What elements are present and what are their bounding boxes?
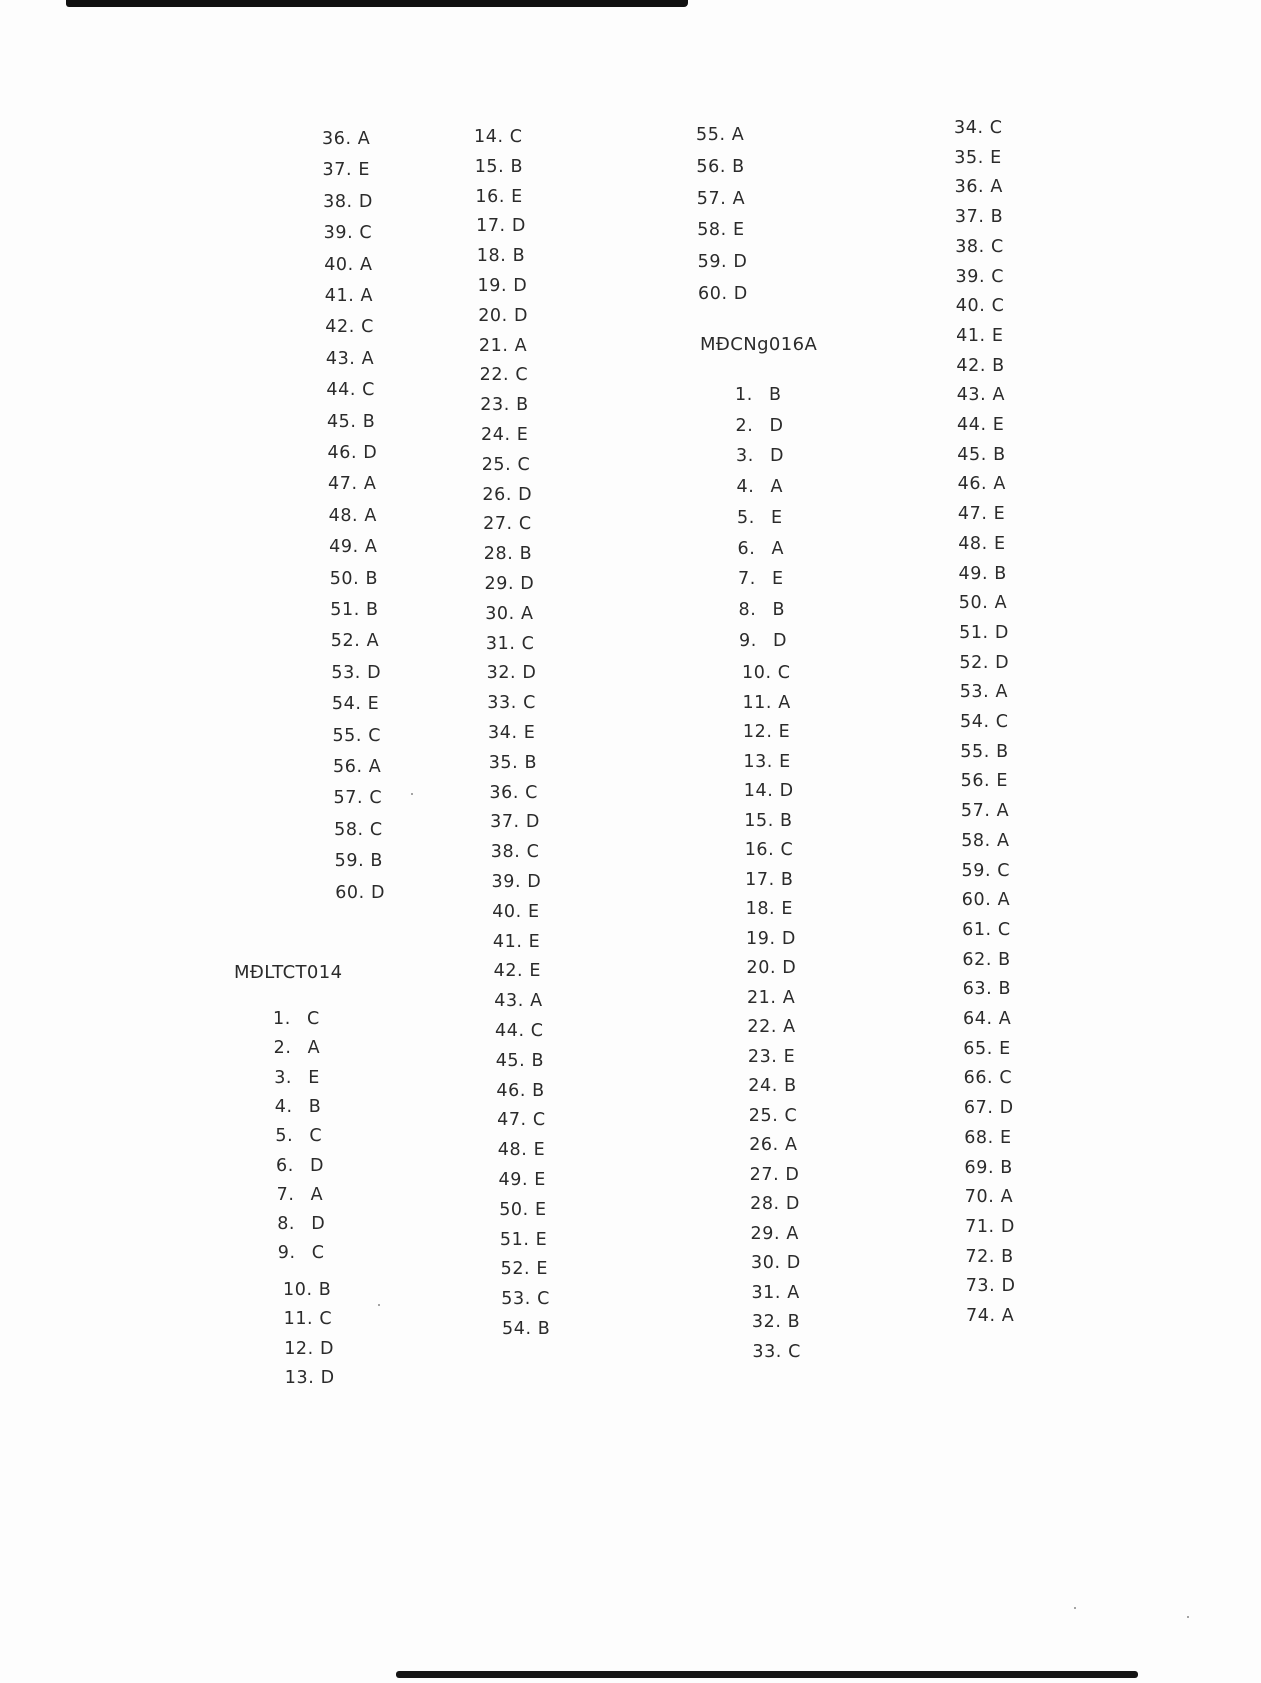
scan-edge-top: [66, 0, 688, 7]
answer-item: 24. E: [481, 425, 529, 445]
answer-item: 51. D: [959, 622, 1009, 643]
answer-item: 22. A: [747, 1017, 796, 1037]
answer-item: 41. A: [324, 286, 374, 306]
answer-item: 31. A: [751, 1282, 800, 1303]
answer-item: 59. B: [334, 851, 384, 872]
answer-item: [735, 384, 782, 406]
answer-item: [274, 1037, 321, 1059]
answer-letter: B: [769, 385, 782, 405]
answer-item: 46. D: [327, 443, 378, 463]
answer-item: 12. E: [742, 722, 791, 742]
answer-item: 24. B: [748, 1076, 797, 1096]
answer-item: 59. C: [961, 860, 1011, 881]
answer-item: 53. A: [959, 682, 1009, 703]
answer-item: 48. A: [328, 505, 377, 526]
answer-item: 64. A: [963, 1009, 1012, 1029]
answer-item: 72. B: [965, 1246, 1014, 1267]
answer-item: 41. E: [956, 325, 1004, 346]
answer-item: 56. E: [960, 771, 1009, 792]
answer-item: 19. D: [477, 276, 528, 296]
answer-item: 37. E: [322, 160, 370, 181]
answer-item: 45. B: [495, 1050, 545, 1071]
answer-item: 36. C: [489, 782, 539, 803]
answer-item: 42. E: [493, 961, 542, 982]
answer-item: [277, 1213, 325, 1235]
answer-number: 5.: [275, 1126, 294, 1147]
answer-letter: E: [772, 569, 784, 590]
answer-item: 10. C: [742, 663, 791, 683]
answer-item: 54. C: [960, 712, 1009, 732]
answer-item: 52. A: [330, 631, 380, 652]
answer-item: 39. D: [491, 872, 542, 892]
answer-item: 11. A: [742, 692, 791, 713]
answer-item: [274, 1067, 320, 1089]
answer-item: 28. D: [750, 1194, 800, 1214]
answer-item: 36. A: [954, 177, 1003, 198]
scan-speck: [378, 1304, 380, 1306]
answer-item: 32. B: [751, 1312, 801, 1332]
answer-item: 16. C: [744, 840, 794, 860]
answer-item: 14. D: [743, 781, 794, 801]
answer-item: 42. B: [956, 355, 1005, 376]
answer-item: 70. A: [964, 1187, 1014, 1208]
answer-item: 63. B: [962, 979, 1012, 1000]
answer-item: 18. E: [745, 899, 794, 919]
answer-item: 53. D: [331, 662, 382, 683]
answer-item: 68. E: [964, 1127, 1012, 1148]
answer-letter: B: [772, 599, 786, 620]
answer-item: 73. D: [965, 1276, 1016, 1297]
answer-item: 33. C: [487, 693, 536, 714]
answer-letter: E: [771, 507, 783, 528]
answer-letter: D: [310, 1155, 325, 1176]
answer-number: 6.: [737, 538, 756, 559]
answer-letter: C: [307, 1009, 320, 1029]
answer-item: 55. C: [332, 725, 382, 746]
answer-item: 22. C: [479, 365, 529, 386]
answer-item: 15. B: [474, 156, 524, 177]
answer-letter: D: [770, 446, 785, 467]
answer-item: 31. C: [485, 633, 535, 654]
answer-item: 27. C: [483, 514, 532, 535]
answer-item: 40. E: [492, 901, 540, 922]
answer-item: 59. D: [697, 252, 748, 273]
answer-item: 42. C: [325, 317, 374, 338]
answer-letter: C: [309, 1126, 323, 1147]
answer-item: 52. E: [500, 1259, 549, 1280]
answer-item: 18. B: [476, 246, 526, 267]
section-heading-mdltct014: MĐLTCT014: [234, 962, 343, 983]
answer-item: 30. D: [751, 1253, 801, 1273]
answer-item: 62. B: [962, 949, 1011, 970]
answer-item: 13. E: [743, 751, 791, 772]
answer-letter: A: [307, 1038, 321, 1059]
answer-number: 5.: [737, 507, 755, 528]
answer-item: 12. D: [284, 1338, 335, 1359]
answer-item: 39. C: [955, 266, 1005, 287]
answer-item: 33. C: [752, 1341, 801, 1362]
answer-item: 57. A: [696, 188, 746, 209]
answer-item: 47. C: [497, 1110, 546, 1131]
answer-number: 8.: [738, 599, 757, 620]
answer-item: 52. D: [959, 652, 1010, 673]
answer-item: 46. B: [496, 1080, 545, 1101]
answer-item: 46. A: [957, 474, 1006, 495]
answer-item: 48. E: [958, 533, 1006, 554]
answer-item: 65. E: [963, 1038, 1011, 1059]
answer-item: 51. B: [330, 600, 379, 620]
answer-item: 29. D: [484, 574, 535, 594]
answer-item: 37. D: [490, 812, 540, 833]
answer-number: 2.: [735, 415, 754, 436]
answer-item: 44. E: [957, 415, 1005, 435]
answer-item: 10. B: [283, 1280, 332, 1300]
answer-item: 50. E: [499, 1199, 547, 1220]
answer-item: [737, 476, 784, 498]
answer-item: 19. D: [746, 928, 796, 949]
answer-item: 25. C: [481, 454, 531, 475]
answer-item: 27. D: [749, 1164, 800, 1185]
answer-item: [276, 1155, 324, 1177]
answer-item: 60. A: [961, 890, 1011, 911]
answer-item: 20. D: [478, 305, 529, 326]
answer-item: 21. A: [478, 335, 528, 356]
answer-item: 50. B: [329, 568, 379, 589]
answer-letter: E: [308, 1067, 320, 1088]
answer-item: [738, 538, 785, 560]
answer-item: 26. D: [482, 484, 533, 505]
answer-item: 45. B: [957, 444, 1006, 465]
answer-item: 41. E: [492, 931, 541, 952]
answer-item: 60. D: [698, 284, 748, 304]
answer-item: 53. C: [501, 1289, 550, 1310]
answer-item: 38. C: [490, 842, 540, 863]
answer-item: [736, 415, 784, 437]
answer-item: 56. B: [696, 156, 745, 177]
answer-item: 40. A: [324, 254, 373, 275]
answer-number: 9.: [739, 630, 757, 651]
answer-item: [736, 445, 784, 467]
answer-number: 3.: [274, 1067, 293, 1088]
scan-edge-bottom: [396, 1671, 1138, 1678]
answer-item: [275, 1096, 322, 1118]
answer-item: 55. B: [960, 741, 1009, 762]
answer-number: 8.: [277, 1214, 296, 1235]
answer-item: 49. A: [329, 537, 378, 558]
answer-item: 30. A: [485, 603, 534, 624]
answer-item: 57. C: [333, 788, 383, 809]
answer-item: 44. C: [495, 1021, 544, 1041]
answer-item: [277, 1184, 324, 1206]
answer-item: 21. A: [746, 987, 796, 1008]
answer-item: 16. E: [475, 186, 523, 207]
answer-item: 32. D: [486, 663, 537, 684]
answer-item: 55. A: [696, 125, 745, 145]
answer-item: 34. C: [954, 118, 1003, 138]
answer-number: 4.: [736, 477, 755, 498]
answer-item: 17. B: [745, 869, 794, 890]
answer-item: 47. A: [328, 474, 377, 495]
answer-item: 29. A: [750, 1223, 799, 1244]
answer-number: 9.: [277, 1243, 296, 1264]
answer-item: [278, 1242, 325, 1264]
answer-number: 7.: [738, 569, 756, 590]
section-heading-mdcng016a: MĐCNg016A: [700, 334, 818, 355]
answer-letter: A: [310, 1184, 324, 1205]
answer-item: 61. C: [962, 919, 1011, 940]
answer-item: 49. E: [498, 1170, 546, 1190]
answer-item: 37. B: [954, 207, 1004, 228]
answer-item: 66. C: [963, 1068, 1013, 1089]
answer-item: [738, 568, 784, 590]
answer-item: 40. C: [955, 296, 1005, 317]
answer-item: 43. A: [494, 991, 543, 1012]
answer-item: [273, 1008, 320, 1030]
answer-item: [737, 507, 783, 529]
answer-item: 28. B: [483, 544, 533, 565]
answer-letter: A: [771, 538, 785, 559]
answer-item: 45. B: [326, 411, 376, 432]
answer-item: 71. D: [965, 1216, 1015, 1237]
answer-item: 74. A: [966, 1306, 1015, 1326]
answer-item: 38. D: [323, 191, 373, 212]
answer-number: 6.: [276, 1155, 294, 1176]
answer-item: 14. C: [474, 127, 523, 147]
answer-item: 54. B: [502, 1319, 551, 1339]
answer-item: [275, 1125, 322, 1147]
answer-item: 15. B: [744, 810, 793, 831]
answer-item: 67. D: [963, 1098, 1014, 1119]
answer-letter: C: [311, 1243, 325, 1264]
answer-item: [739, 599, 786, 621]
answer-item: 20. D: [746, 958, 797, 978]
answer-letter: A: [770, 477, 784, 498]
answer-number: 4.: [274, 1096, 293, 1117]
answer-item: 51. E: [499, 1229, 548, 1250]
scan-speck: [1074, 1607, 1076, 1609]
scan-speck: [411, 793, 413, 795]
answer-letter: B: [308, 1096, 322, 1117]
answer-item: 58. A: [961, 830, 1010, 851]
answer-item: 57. A: [960, 801, 1010, 822]
answer-item: 25. C: [748, 1105, 798, 1126]
answer-item: 60. D: [335, 882, 386, 903]
answer-item: 11. C: [283, 1309, 333, 1330]
answer-item: 17. D: [476, 216, 526, 237]
answer-item: 35. B: [488, 752, 538, 773]
answer-letter: D: [773, 630, 788, 651]
answer-item: 47. E: [957, 504, 1006, 525]
answer-item: 13. D: [284, 1367, 335, 1388]
answer-item: 54. E: [331, 694, 380, 715]
answer-item: 43. A: [325, 348, 375, 369]
answer-item: 69. B: [964, 1157, 1013, 1178]
answer-item: 39. C: [323, 223, 373, 244]
answer-item: 36. A: [322, 129, 371, 149]
answer-item: 23. B: [480, 395, 529, 416]
answer-item: 58. C: [334, 819, 383, 840]
answer-item: 49. B: [958, 563, 1007, 584]
answer-item: 44. C: [326, 380, 376, 401]
answer-number: 1.: [273, 1009, 291, 1029]
answer-item: 34. E: [488, 723, 536, 743]
answer-item: 58. E: [697, 220, 745, 241]
scan-speck: [1187, 1616, 1189, 1618]
answer-number: 1.: [735, 385, 753, 405]
answer-item: 35. E: [954, 147, 1002, 168]
answer-letter: D: [311, 1214, 326, 1235]
answer-item: 38. C: [955, 236, 1004, 257]
answer-item: 50. A: [958, 593, 1008, 614]
answer-item: 23. E: [747, 1046, 796, 1067]
answer-number: 3.: [736, 446, 754, 467]
answer-letter: D: [769, 415, 784, 436]
answer-number: 7.: [276, 1184, 295, 1205]
answer-item: [739, 630, 787, 652]
answer-number: 2.: [273, 1038, 292, 1059]
answer-item: 48. E: [497, 1140, 546, 1161]
answer-item: 56. A: [333, 757, 382, 777]
answer-item: 43. A: [956, 385, 1006, 406]
answer-item: 26. A: [749, 1135, 798, 1155]
